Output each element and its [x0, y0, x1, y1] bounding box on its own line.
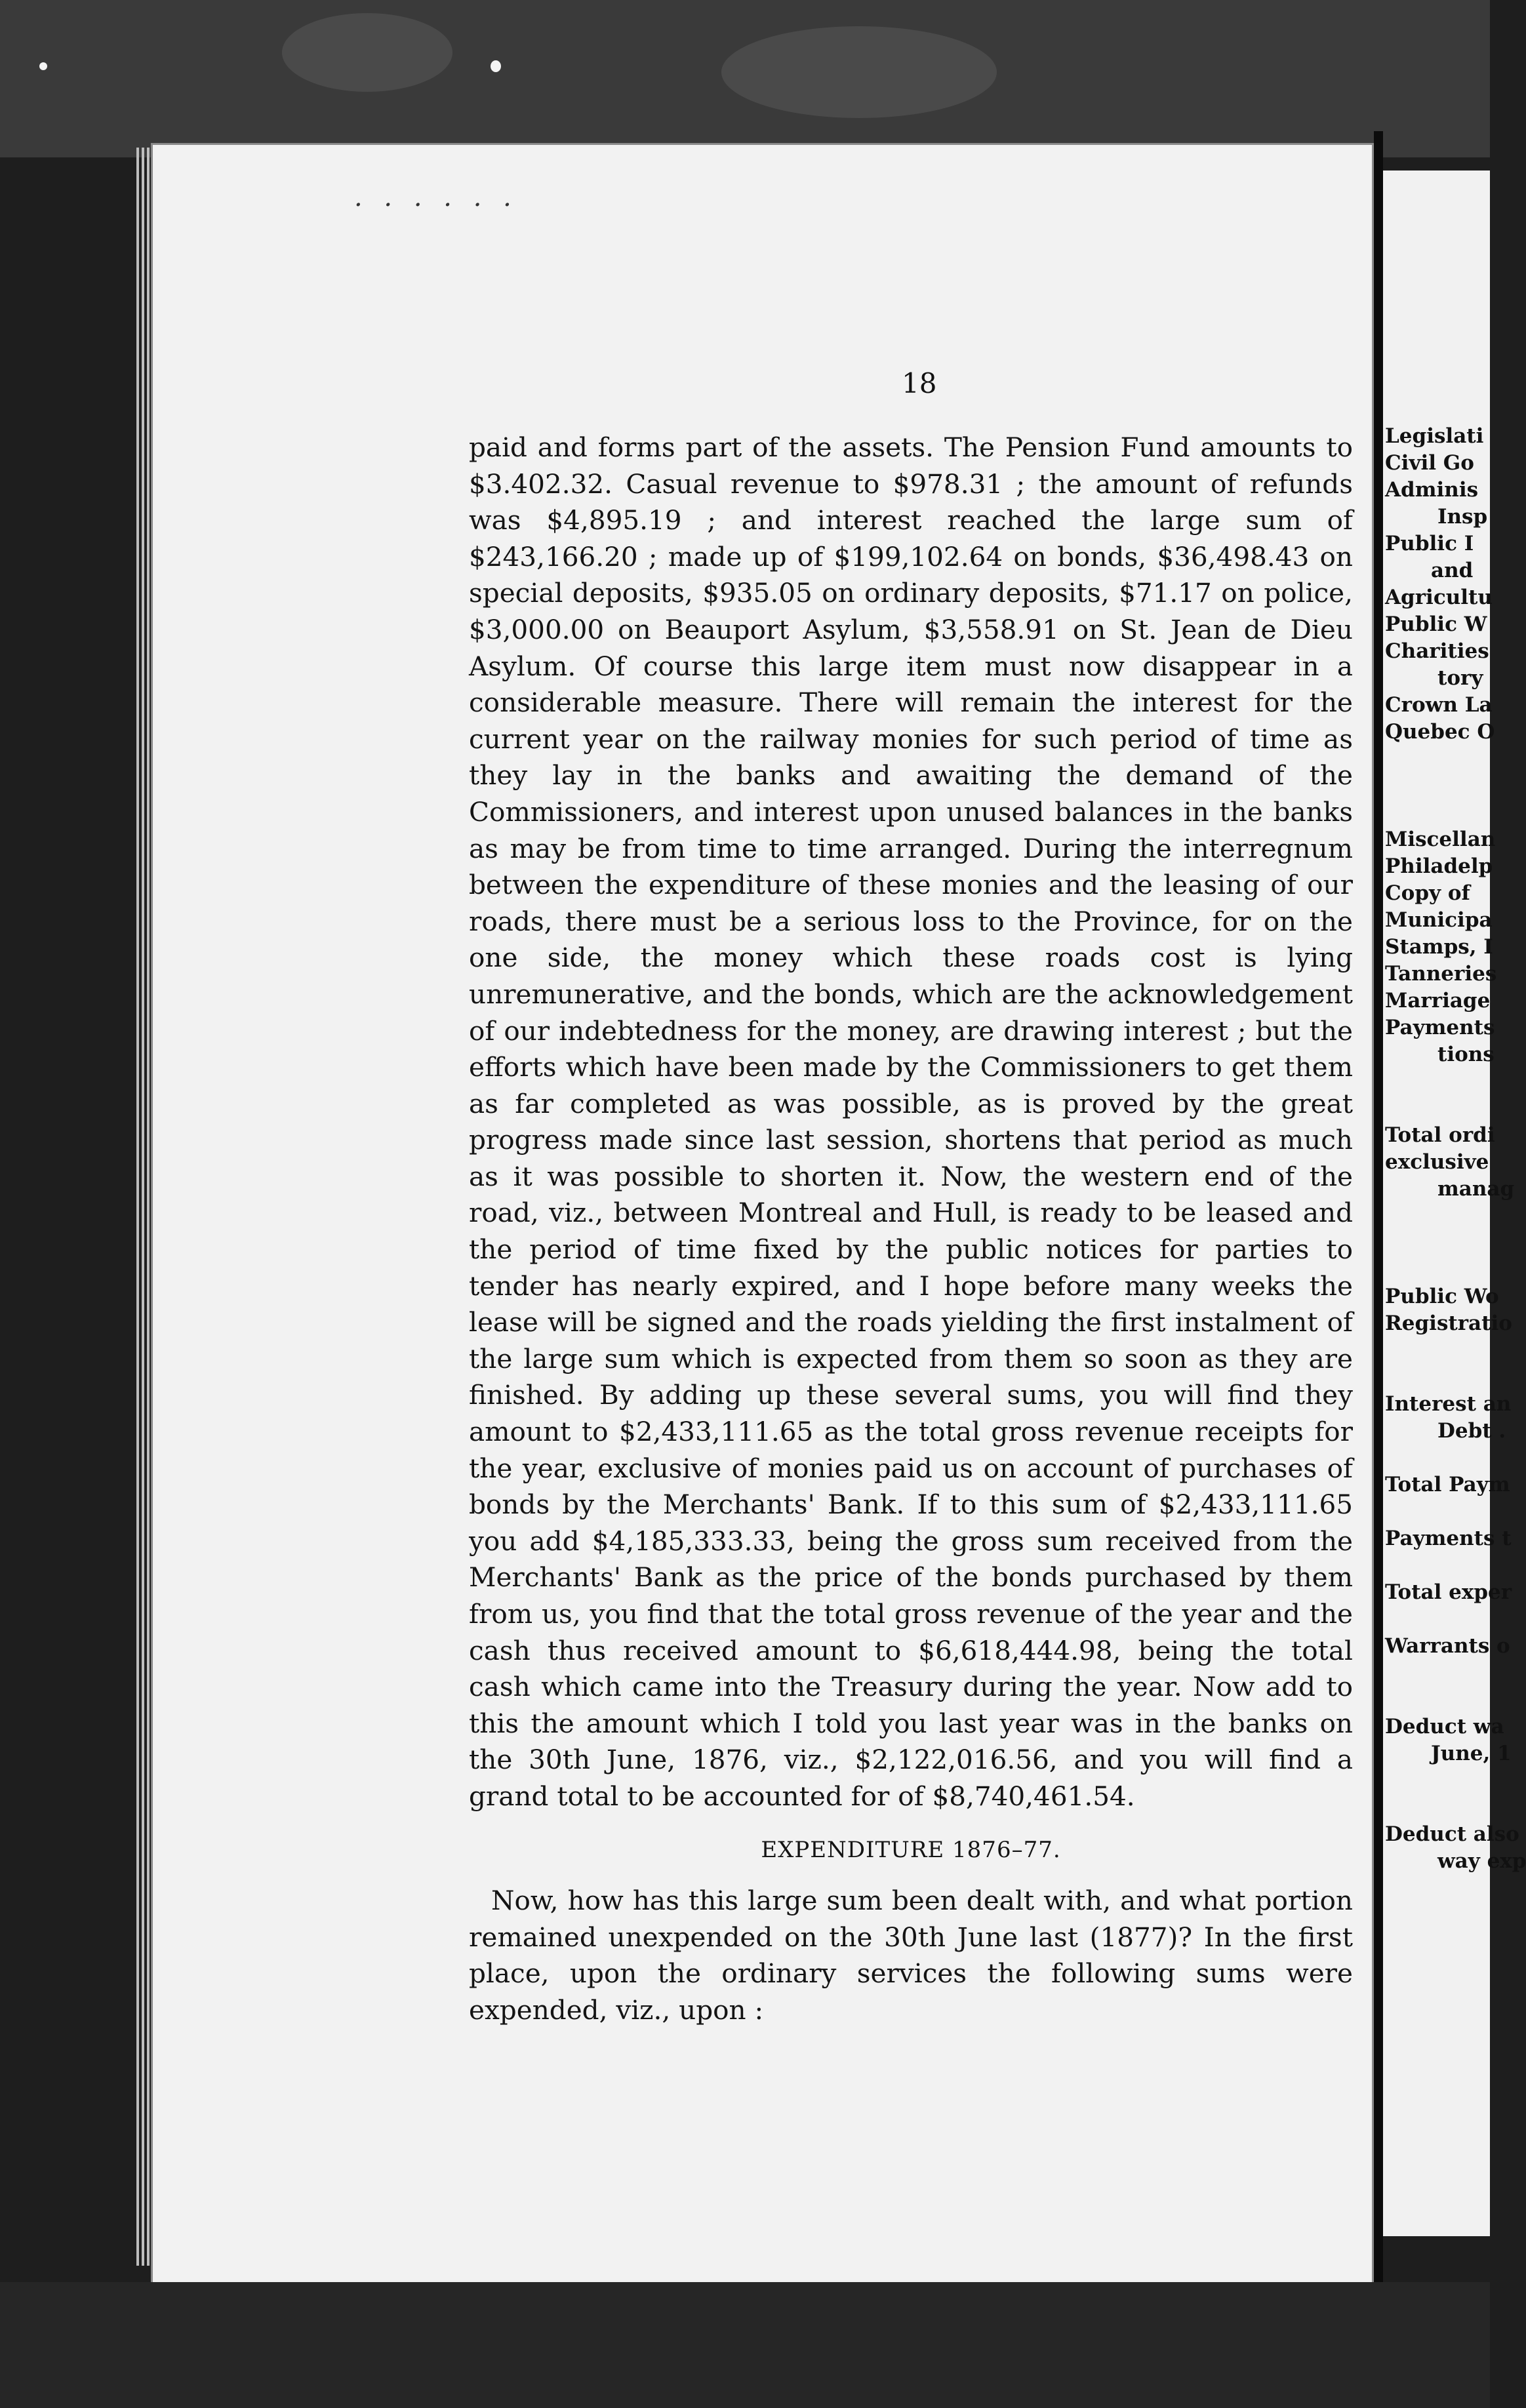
facing-entry: [1385, 1095, 1496, 1122]
facing-entry: Civil Go: [1385, 451, 1474, 475]
facing-entry: [1385, 1068, 1496, 1095]
facing-entry: Charities: [1385, 639, 1489, 663]
facing-entry: way exp: [1437, 1849, 1526, 1873]
page-edge: [142, 148, 144, 2266]
facing-entry: Copy of: [1385, 881, 1470, 905]
facing-entry: [1385, 1364, 1496, 1391]
facing-entry: tory: [1437, 666, 1483, 690]
facing-entry: [1385, 1445, 1496, 1472]
facing-entry: Debt .: [1437, 1419, 1506, 1443]
facing-entry: [1385, 773, 1496, 799]
facing-entry: Deduct wa: [1385, 1715, 1504, 1738]
facing-entry: [1385, 1660, 1496, 1687]
scan-background-bottom: [0, 2282, 1490, 2408]
facing-entry: Total Paym: [1385, 1473, 1510, 1496]
facing-entry: Payments: [1385, 1016, 1495, 1039]
body-paragraph: paid and forms part of the assets. The Pension Fund amounts to $3.402.32. Casual revenue to $978.31 ; the amount of refunds was $4,895.19 ; and interest reached the large sum of $243,166.20 ; made up of $199,102.64 on bonds, $36,498.43 on special deposits, $935.05 on ordinary deposits, $71.17 on police, $3,000.00 on Beauport Asylum, $3,558.91 on St. Jean de Dieu Asylum. Of course this large item must now disappear in a considerable measure. There will remain the interest for the current year on the railway monies for such period of time as they lay in the banks and awaiting the demand of the Commissioners, and interest upon unused balances in the banks as may be from time to time arranged. During the interregnum between the expenditure of these monies and the leasing of our roads, there must be a serious loss to the Province, for on the one side, the money which these roads cost is lying unremunerative, and the bonds, which are the acknowledgement of our indebtedness for the money, are drawing interest ; but the efforts which have been made by the Commissioners to get them as far completed as was possible, as is proved by the great progress made since last session, shortens that period as much as it was possible to shorten it. Now, the western end of the road, viz., between Montreal and Hull, is ready to be leased and the period of time fixed by the public notices for parties to tender has nearly expired, and I hope before many weeks the lease will be signed and the roads yielding the first instalment of the large sum which is expected from them so soon as they are finished. By adding up these several sums, you will find they amount to $2,433,111.65 as the total gross revenue receipts for the year, exclusive of monies paid us on account of purchases of bonds by the Merchants' Bank. If to this sum of $2,433,111.65 you add $4,185,333.33, being the gross sum received from the Merchants' Bank as the price of the bonds purchased by them from us, you find that the total gross revenue of the year and the cash thus received amount to $6,618,444.98, being the total cash which came into the Treasury during the year. Now add to this the amount which I told you last year was in the banks on the 30th June, 1876, viz., $2,122,016.56, and you will find a grand total to be accounted for of $8,740,461.54.: [469, 431, 1353, 1812]
facing-entry: Public I: [1385, 532, 1474, 555]
facing-entry: exclusive: [1385, 1150, 1489, 1174]
facing-entry: manag: [1437, 1177, 1515, 1201]
facing-entry: [1385, 1552, 1496, 1579]
facing-entry: Tanneries: [1385, 962, 1497, 986]
facing-entry: June, 1: [1431, 1742, 1512, 1765]
facing-entry: Marriage: [1385, 989, 1491, 1013]
scan-hole: [491, 60, 501, 72]
facing-entry: Stamps, I: [1385, 935, 1493, 959]
facing-entry: [1385, 1794, 1496, 1821]
facing-entry: Total ordi: [1385, 1123, 1495, 1147]
facing-entry: Insp: [1437, 505, 1488, 529]
page-edge: [136, 148, 139, 2266]
facing-entry: [1385, 1337, 1496, 1364]
facing-page-entries: [1385, 423, 1526, 1875]
facing-entry: Warrants o: [1385, 1634, 1510, 1658]
facing-entry: [1385, 1203, 1496, 1230]
section-heading: EXPENDITURE 1876–77.: [761, 1836, 1061, 1863]
facing-entry: Public Wo: [1385, 1285, 1499, 1308]
facing-entry: Philadelp: [1385, 854, 1493, 878]
facing-entry: [1385, 1767, 1496, 1794]
facing-entry: [1385, 1230, 1496, 1256]
facing-entry: Miscellan: [1385, 828, 1496, 851]
scan-blot: [282, 13, 452, 92]
facing-entry: Payments t: [1385, 1527, 1512, 1550]
facing-entry: [1385, 1606, 1496, 1633]
scan-hole: [39, 62, 47, 70]
margin-scribble: · · · · · ·: [354, 190, 518, 220]
facing-entry: [1385, 1498, 1496, 1525]
facing-entry: Deduct also: [1385, 1822, 1519, 1846]
facing-entry: Interest an: [1385, 1392, 1512, 1416]
facing-entry: [1385, 746, 1496, 773]
facing-entry: [1385, 1687, 1496, 1714]
facing-entry: [1385, 1256, 1496, 1283]
facing-entry: Quebec O: [1385, 720, 1495, 744]
facing-entry: Registratio: [1385, 1312, 1512, 1335]
facing-entry: Crown La: [1385, 693, 1493, 717]
facing-entry: and: [1431, 559, 1474, 582]
scan-background-top: [0, 0, 1490, 157]
facing-entry: Legislati: [1385, 424, 1484, 448]
facing-entry: tions: [1437, 1043, 1495, 1066]
page-number: 18: [902, 367, 937, 399]
scan-blot: [721, 26, 997, 118]
facing-entry: Municipa: [1385, 908, 1493, 932]
page-edge: [147, 148, 150, 2266]
page-body: [469, 430, 1353, 2029]
facing-entry: Agricultu: [1385, 586, 1493, 609]
book-spine: [1374, 131, 1383, 2295]
facing-entry: Public W: [1385, 612, 1487, 636]
facing-entry: Adminis: [1385, 478, 1479, 502]
facing-entry: Total exper: [1385, 1580, 1512, 1604]
body-paragraph: Now, how has this large sum been dealt with, and what portion remained unexpended on the 30th June last (1877)? In the first place, upon the ordinary services the following sums were expended, viz., upon :: [469, 1885, 1353, 2026]
facing-entry: [1385, 799, 1496, 826]
